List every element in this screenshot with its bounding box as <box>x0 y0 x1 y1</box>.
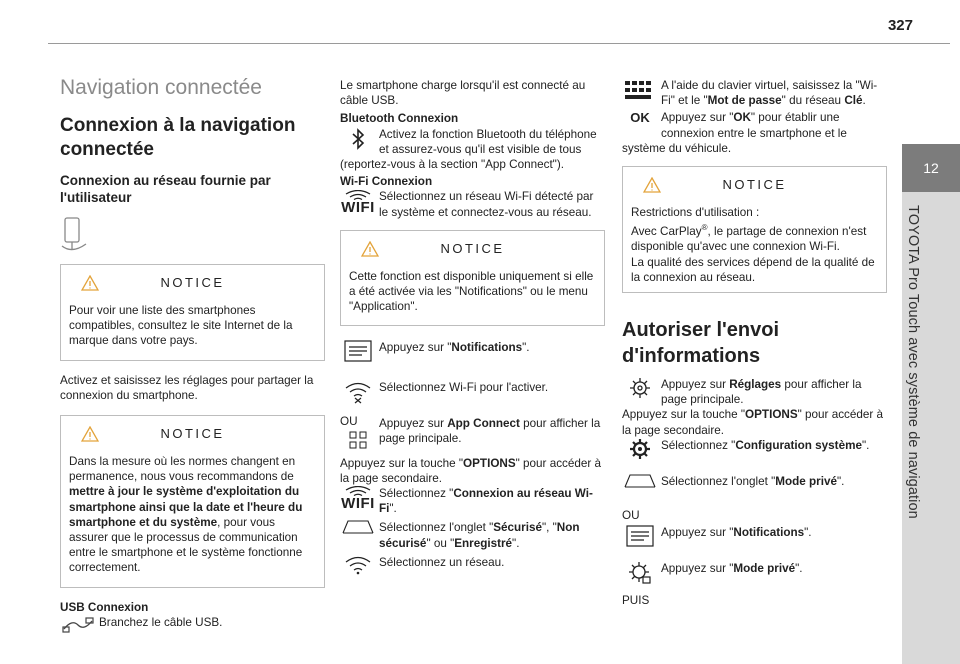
step-notifications: Appuyez sur "Notifications". <box>622 525 887 551</box>
wifi-text-icon: WIFI <box>340 189 376 215</box>
then-label: PUIS <box>622 593 650 607</box>
warning-icon <box>361 241 379 257</box>
notice-restrictions <box>622 166 887 293</box>
notifications-icon <box>340 340 376 366</box>
column-3 <box>622 78 887 608</box>
usb-cable-icon <box>60 615 96 641</box>
notice-line: La qualité des services dépend de la qualité de la connexion au réseau. <box>631 255 875 284</box>
privacy-gear-icon <box>622 561 658 587</box>
notice-line: Restrictions d'utilisation : <box>631 206 760 220</box>
step-ok: OK Appuyez sur "OK" pour établir une connexion entre le smartphone et le système du véhicule. <box>622 110 847 155</box>
smartphone-icon <box>60 216 325 254</box>
wifi-icon <box>340 555 376 581</box>
notice-title: NOTICE <box>160 275 225 290</box>
paragraph-options: Appuyez sur la touche "OPTIONS" pour accéder à la page secondaire. <box>340 456 602 485</box>
wifi-label: Wi-Fi Connexion <box>340 175 433 189</box>
step-wifi-select: WIFI Sélectionnez un réseau Wi-Fi détecté par le système et connectez-vous au réseau. <box>341 190 594 219</box>
step-wifi-connection: WIFI Sélectionnez "Connexion au réseau Wi-Fi". <box>341 487 593 516</box>
step-wifi-activate: Sélectionnez Wi-Fi pour l'activer. <box>340 380 605 406</box>
heading-authorize: Autoriser l'envoi d'informations <box>622 318 780 367</box>
notifications-icon <box>622 525 658 551</box>
page-number: 327 <box>887 17 913 34</box>
usb-label: USB Connexion <box>60 600 149 614</box>
bluetooth-icon <box>340 127 376 153</box>
side-title <box>891 205 931 625</box>
step-notifications: Appuyez sur "Notifications". <box>340 340 605 366</box>
bluetooth-label: Bluetooth Connexion <box>340 112 459 126</box>
step-private-mode: Appuyez sur "Mode privé". <box>622 561 887 587</box>
section-title: Navigation connectée <box>60 76 262 99</box>
step-bluetooth: Activez la fonction Bluetooth du téléphone et assurez-vous qu'il est visible de tous (reportez-vous à la section "App Connect"). <box>340 127 597 172</box>
paragraph-options: Appuyez sur la touche "OPTIONS" pour accéder à la page secondaire. <box>622 408 884 437</box>
ok-icon: OK <box>630 110 650 126</box>
notice-title: NOTICE <box>440 240 505 256</box>
step-app-connect: Appuyez sur App Connect pour afficher la page principale. <box>340 416 605 456</box>
notice-line: Avec CarPlay®, le partage de connexion n'est disponible qu'avec une connexion Wi-Fi. <box>631 223 867 254</box>
step-tab-security: Sélectionnez l'onglet "Sécurisé", "Non sécurisé" ou "Enregistré". <box>340 520 605 550</box>
or-label: OU <box>622 508 640 522</box>
app-connect-icon <box>340 430 376 456</box>
step-usb: Branchez le câble USB. <box>60 615 325 641</box>
notice-title: NOTICE <box>160 426 225 442</box>
notice-title: NOTICE <box>722 177 787 193</box>
tab-icon <box>340 520 376 546</box>
or-label: OU <box>340 415 358 429</box>
heading-connexion: Connexion à la navigation connectée <box>60 115 296 160</box>
column-2 <box>340 78 605 589</box>
side-title-text: TOYOTA Pro Touch avec système de navigation <box>905 205 921 519</box>
wifi-off-icon <box>340 380 376 406</box>
step-keyboard: A l'aide du clavier virtuel, saisissez la "Wi-Fi" et le "Mot de passe" du réseau Clé. <box>622 78 887 108</box>
usb-continued: Le smartphone charge lorsqu'il est connecté au câble USB. <box>340 79 586 108</box>
step-select-network: Sélectionnez un réseau. <box>340 555 605 581</box>
step-settings: Appuyez sur Réglages pour afficher la page principale. <box>622 377 887 407</box>
header-divider <box>48 43 950 44</box>
column-1 <box>60 60 325 649</box>
notice-compatible-phones <box>60 264 325 361</box>
wifi-text-icon: WIFI <box>340 486 376 512</box>
chapter-tab[interactable]: 12 <box>902 144 960 192</box>
subheading-user-network: Connexion au réseau fournie par l'utilisateur <box>60 173 271 205</box>
step-system-config: Sélectionnez "Configuration système". <box>622 438 887 464</box>
warning-icon <box>81 275 99 291</box>
notice-update-os <box>60 415 325 588</box>
warning-icon <box>643 177 661 193</box>
notice-text: Pour voir une liste des smartphones compatibles, consultez le site Internet de la marque dans votre pays. <box>69 304 293 348</box>
tab-icon <box>622 474 658 500</box>
warning-icon <box>81 426 99 442</box>
gear-icon <box>622 377 658 403</box>
keyboard-icon <box>622 78 658 104</box>
step-private-tab: Sélectionnez l'onglet "Mode privé". <box>622 474 887 500</box>
notice-text: Dans la mesure où les normes changent en permanence, nous vous recommandons de mettre à jour le système d'exploitation du smartphone ainsi que la date et l'heure du smartphone et du système, pour vous assurer que le processus de communication entre le smartphone et le système fonctionne correctement. <box>69 455 303 575</box>
paragraph-activate: Activez et saisissez les réglages pour partager la connexion du smartphone. <box>60 373 314 402</box>
notice-text: Cette fonction est disponible uniquement si elle a été activée via les "Notifications" ou le menu "Application". <box>349 269 594 314</box>
notice-notifications <box>340 230 605 327</box>
system-gear-icon <box>622 438 658 464</box>
